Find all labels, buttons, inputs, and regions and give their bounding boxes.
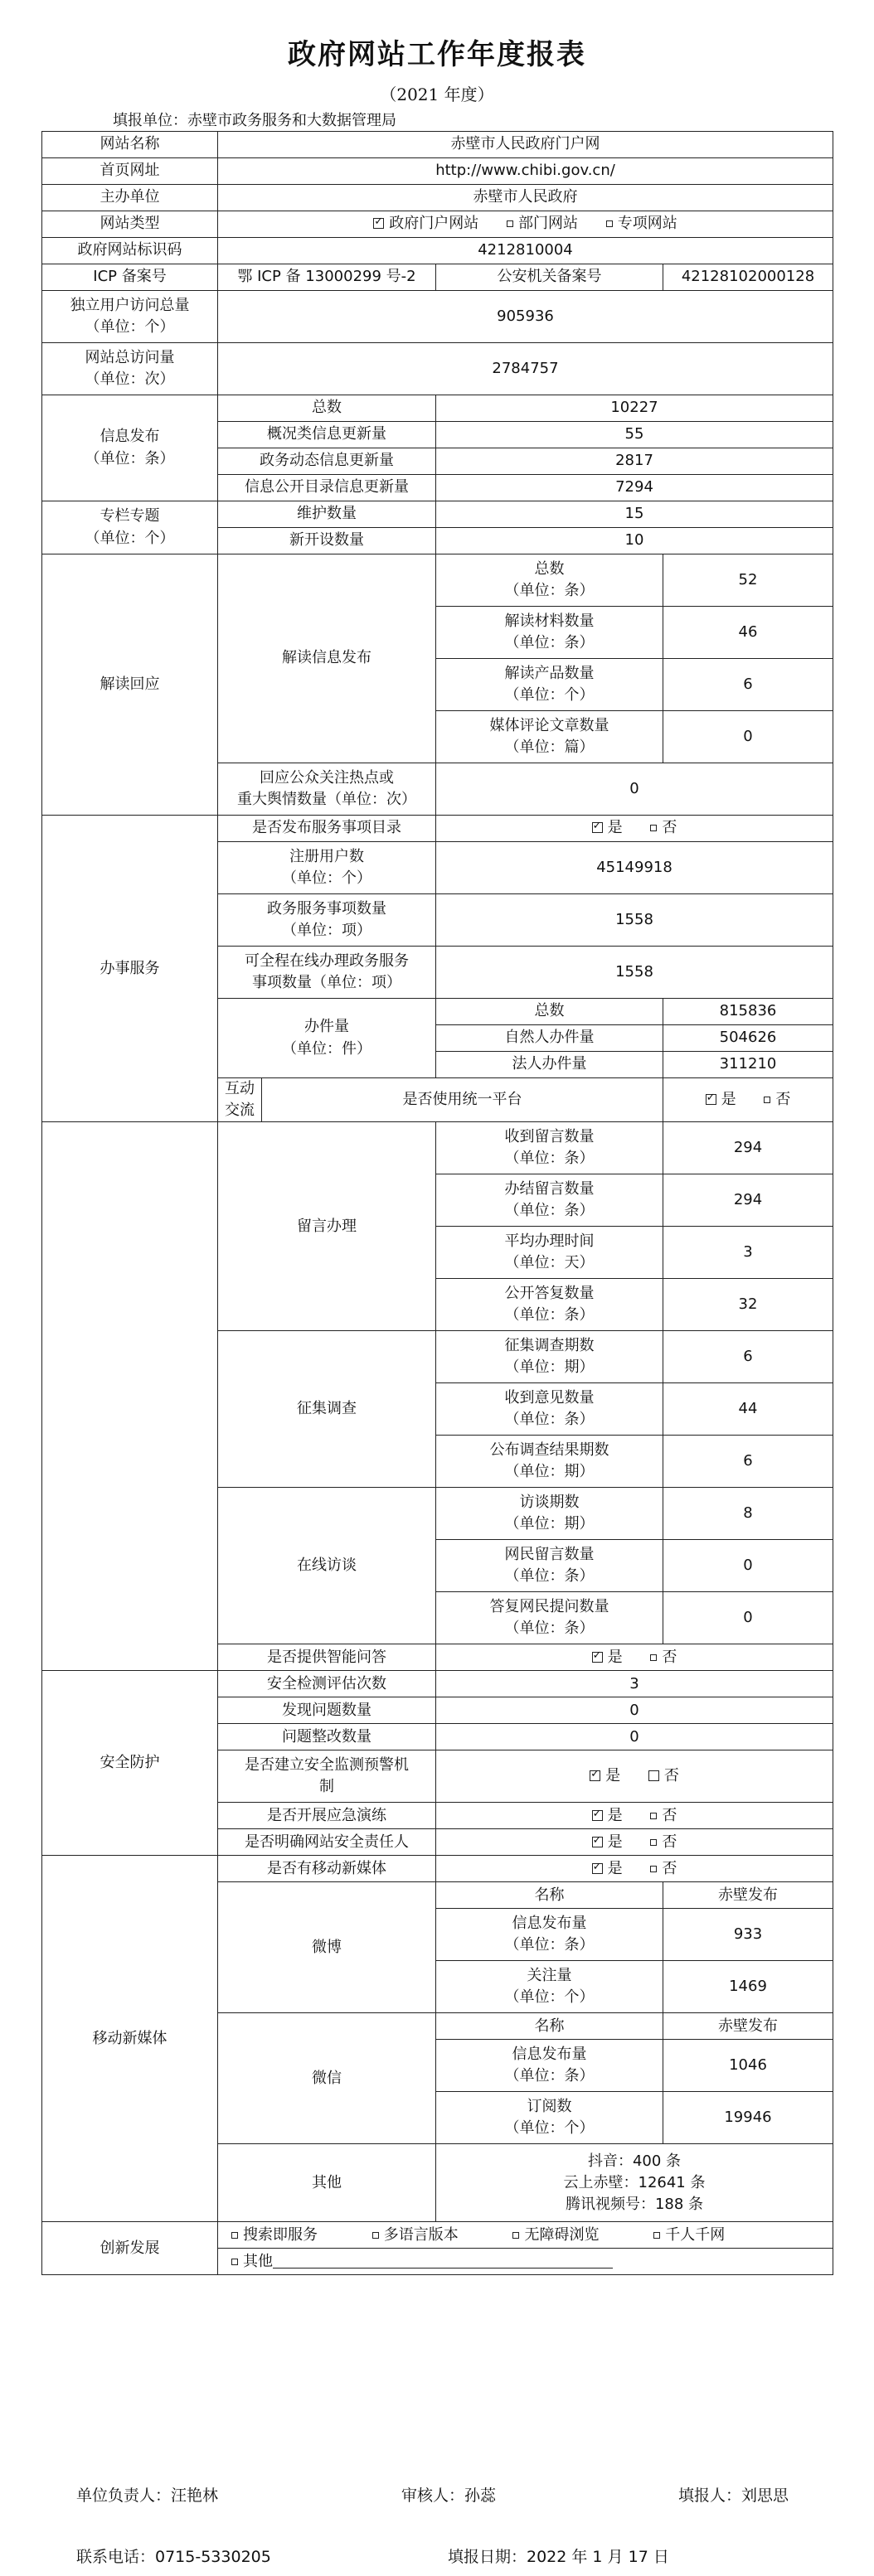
wechat-name-value: 赤壁发布 — [663, 2013, 833, 2040]
info-total-value: 10227 — [436, 395, 833, 422]
media-other-value: 抖音：400 条 云上赤壁：12641 条 腾讯视频号：188 条 — [436, 2144, 833, 2222]
site-type-options — [218, 211, 833, 238]
service-users-label: 注册用户数 （单位：个） — [218, 842, 436, 894]
interpret-total-label: 总数 （单位：条） — [436, 554, 663, 607]
footer-reviewer: 审核人：孙蕊 — [401, 2486, 497, 2505]
service-items-value: 1558 — [436, 894, 833, 947]
checkbox-empty-icon — [512, 2232, 519, 2239]
checkbox-empty-icon — [650, 1654, 657, 1661]
service-cases-legal-label: 法人办件量 — [436, 1052, 663, 1078]
interpret-material-value: 46 — [663, 607, 833, 659]
site-type-label: 网站类型 — [42, 211, 218, 238]
checkbox-checked-icon — [590, 1770, 600, 1781]
innovation-options: 搜索即服务 多语言版本 无障碍浏览 千人千网 — [218, 2222, 833, 2249]
row-uv — [42, 291, 833, 343]
checkbox-empty-icon — [648, 1770, 659, 1781]
column-label: 专栏专题 （单位：个） — [42, 501, 218, 554]
sponsor-value: 赤壁市人民政府 — [218, 185, 833, 211]
weibo-fans-value: 1469 — [663, 1961, 833, 2013]
interpret-material-label: 解读材料数量 （单位：条） — [436, 607, 663, 659]
msg-avg-label: 平均办理时间 （单位：天） — [436, 1227, 663, 1279]
checkbox-empty-icon — [764, 1097, 770, 1103]
checkbox-empty-icon — [650, 1839, 657, 1846]
interpret-total-value: 52 — [663, 554, 833, 607]
service-items-label: 政务服务事项数量 （单位：项） — [218, 894, 436, 947]
checkbox-checked-icon — [706, 1094, 716, 1105]
site-id-value: 4212810004 — [218, 238, 833, 264]
checkbox-empty-icon — [231, 2259, 238, 2265]
service-label: 办事服务 — [42, 816, 218, 1122]
checkbox-empty-icon — [650, 1813, 657, 1819]
survey-result-value: 6 — [663, 1436, 833, 1488]
police-label: 公安机关备案号 — [436, 264, 663, 291]
security-label: 安全防护 — [42, 1671, 218, 1856]
service-online-label: 可全程在线办理政务服务 事项数量（单位：项） — [218, 947, 436, 999]
row-site-type — [42, 211, 833, 238]
site-name-value: 赤壁市人民政府门户网 — [218, 132, 833, 158]
msg-done-label: 办结留言数量 （单位：条） — [436, 1174, 663, 1227]
security-drill-choice: ✓ 是 否 — [436, 1803, 833, 1829]
footer-date: 填报日期：2022 年 1 月 17 日 — [448, 2548, 669, 2566]
security-person-choice: ✓ 是 否 — [436, 1829, 833, 1856]
interpret-product-label: 解读产品数量 （单位：个） — [436, 659, 663, 711]
pv-label: 网站总访问量 （单位：次） — [42, 343, 218, 395]
info-disclosure-value: 7294 — [436, 475, 833, 501]
checkbox-checked-icon — [592, 1810, 603, 1821]
security-person-label: 是否明确网站安全责任人 — [218, 1829, 436, 1856]
weibo-name-value: 赤壁发布 — [663, 1882, 833, 1909]
service-cases-total-value: 815836 — [663, 999, 833, 1025]
checkbox-checked-icon — [373, 218, 384, 229]
row-sponsor — [42, 185, 833, 211]
uv-value: 905936 — [218, 291, 833, 343]
weibo-name-label: 名称 — [436, 1882, 663, 1909]
page-title: 政府网站工作年度报表 — [288, 38, 586, 71]
security-found-label: 发现问题数量 — [218, 1697, 436, 1724]
msg-done-value: 294 — [663, 1174, 833, 1227]
site-id-label: 政府网站标识码 — [42, 238, 218, 264]
security-drill-label: 是否开展应急演练 — [218, 1803, 436, 1829]
smart-qa-label: 是否提供智能问答 — [218, 1644, 436, 1671]
survey-count-value: 6 — [663, 1331, 833, 1383]
survey-opinion-value: 44 — [663, 1383, 833, 1436]
info-disclosure-label: 信息公开目录信息更新量 — [218, 475, 436, 501]
service-cases-label: 办件量 （单位：件） — [218, 999, 436, 1078]
checkbox-empty-icon — [653, 2232, 660, 2239]
service-online-value: 1558 — [436, 947, 833, 999]
interpret-media-value: 0 — [663, 711, 833, 763]
checkbox-empty-icon — [650, 825, 657, 831]
police-value: 42128102000128 — [663, 264, 833, 291]
wechat-subs-value: 19946 — [663, 2092, 833, 2144]
service-cases-person-value: 504626 — [663, 1025, 833, 1052]
weibo-posts-value: 933 — [663, 1909, 833, 1961]
security-eval-value: 3 — [436, 1671, 833, 1697]
column-maintain-value: 15 — [436, 501, 833, 528]
footer-leader: 单位负责人：汪艳林 — [76, 2486, 219, 2505]
interpret-respond-value: 0 — [436, 763, 833, 816]
site-name-label: 网站名称 — [42, 132, 218, 158]
interact-blank — [42, 1122, 218, 1671]
checkbox-empty-icon — [507, 220, 513, 227]
wechat-subs-label: 订阅数 （单位：个） — [436, 2092, 663, 2144]
wechat-name-label: 名称 — [436, 2013, 663, 2040]
service-cases-person-label: 自然人办件量 — [436, 1025, 663, 1052]
pv-value: 2784757 — [218, 343, 833, 395]
info-label: 信息发布 （单位：条） — [42, 395, 218, 501]
interview-label: 在线访谈 — [218, 1488, 436, 1644]
service-catalog-label: 是否发布服务事项目录 — [218, 816, 436, 842]
interview-count-label: 访谈期数 （单位：期） — [436, 1488, 663, 1540]
wechat-posts-value: 1046 — [663, 2040, 833, 2092]
security-found-value: 0 — [436, 1697, 833, 1724]
info-news-label: 政务动态信息更新量 — [218, 448, 436, 475]
security-fixed-value: 0 — [436, 1724, 833, 1750]
icp-label: ICP 备案号 — [42, 264, 218, 291]
row-site-id — [42, 238, 833, 264]
info-news-value: 2817 — [436, 448, 833, 475]
interview-count-value: 8 — [663, 1488, 833, 1540]
checkbox-empty-icon — [606, 220, 613, 227]
interpret-publish-label: 解读信息发布 — [218, 554, 436, 763]
checkbox-checked-icon — [592, 822, 603, 833]
footer-filler: 填报人：刘思思 — [678, 2486, 789, 2505]
row-site-name — [42, 132, 833, 158]
media-other-label: 其他 — [218, 2144, 436, 2222]
wechat-posts-label: 信息发布量 （单位：条） — [436, 2040, 663, 2092]
weibo-posts-label: 信息发布量 （单位：条） — [436, 1909, 663, 1961]
sponsor-label: 主办单位 — [42, 185, 218, 211]
report-table — [41, 131, 833, 2275]
smart-qa-choice: ✓ 是 否 — [436, 1644, 833, 1671]
weibo-fans-label: 关注量 （单位：个） — [436, 1961, 663, 2013]
interview-reply-value: 0 — [663, 1592, 833, 1644]
checkbox-empty-icon — [231, 2232, 238, 2239]
msg-public-value: 32 — [663, 1279, 833, 1331]
column-new-label: 新开设数量 — [218, 528, 436, 554]
wechat-label: 微信 — [218, 2013, 436, 2144]
interact-platform-choice: ✓ 是 否 — [663, 1078, 833, 1122]
row-pv — [42, 343, 833, 395]
msg-public-label: 公开答复数量 （单位：条） — [436, 1279, 663, 1331]
checkbox-empty-icon — [650, 1866, 657, 1872]
other-underline — [273, 2253, 613, 2269]
security-eval-label: 安全检测评估次数 — [218, 1671, 436, 1697]
msg-recv-value: 294 — [663, 1122, 833, 1174]
interpret-label: 解读回应 — [42, 554, 218, 816]
weibo-label: 微博 — [218, 1882, 436, 2013]
interpret-media-label: 媒体评论文章数量 （单位：篇） — [436, 711, 663, 763]
row-icp — [42, 264, 833, 291]
interpret-respond-label: 回应公众关注热点或 重大舆情数量（单位：次） — [218, 763, 436, 816]
innovation-other: 其他 — [218, 2249, 833, 2275]
type-option: 专项网站 — [617, 215, 677, 233]
survey-opinion-label: 收到意见数量 （单位：条） — [436, 1383, 663, 1436]
filling-unit: 填报单位：赤壁市政务服务和大数据管理局 — [113, 112, 396, 129]
interview-reply-label: 答复网民提问数量 （单位：条） — [436, 1592, 663, 1644]
security-warn-label: 是否建立安全监测预警机 制 — [218, 1750, 436, 1803]
checkbox-checked-icon — [592, 1863, 603, 1874]
service-users-value: 45149918 — [436, 842, 833, 894]
media-has-label: 是否有移动新媒体 — [218, 1856, 436, 1882]
msg-avg-value: 3 — [663, 1227, 833, 1279]
icp-value: 鄂 ICP 备 13000299 号-2 — [218, 264, 436, 291]
home-url-link[interactable]: http://www.chibi.gov.cn/ — [218, 158, 833, 185]
info-total-label: 总数 — [218, 395, 436, 422]
service-cases-legal-value: 311210 — [663, 1052, 833, 1078]
interact-label: 互动交流 — [218, 1078, 262, 1122]
column-new-value: 10 — [436, 528, 833, 554]
survey-label: 征集调查 — [218, 1331, 436, 1488]
footer-phone: 联系电话：0715-5330205 — [76, 2548, 271, 2566]
info-overview-label: 概况类信息更新量 — [218, 422, 436, 448]
interview-msg-label: 网民留言数量 （单位：条） — [436, 1540, 663, 1592]
innovation-label: 创新发展 — [42, 2222, 218, 2275]
report-year: （2021 年度） — [380, 85, 494, 104]
msg-recv-label: 收到留言数量 （单位：条） — [436, 1122, 663, 1174]
msg-label: 留言办理 — [218, 1122, 436, 1331]
survey-result-label: 公布调查结果期数 （单位：期） — [436, 1436, 663, 1488]
info-overview-value: 55 — [436, 422, 833, 448]
row-home-url — [42, 158, 833, 185]
home-url-label: 首页网址 — [42, 158, 218, 185]
service-catalog-choice: ✓ 是 否 — [436, 816, 833, 842]
type-option: 部门网站 — [518, 215, 578, 233]
security-warn-choice: ✓是 否 — [436, 1750, 833, 1803]
type-option: 政府门户网站 — [389, 215, 479, 233]
checkbox-checked-icon — [592, 1837, 603, 1847]
checkbox-checked-icon — [592, 1652, 603, 1663]
checkbox-empty-icon — [372, 2232, 379, 2239]
service-cases-total-label: 总数 — [436, 999, 663, 1025]
survey-count-label: 征集调查期数 （单位：期） — [436, 1331, 663, 1383]
security-fixed-label: 问题整改数量 — [218, 1724, 436, 1750]
media-label: 移动新媒体 — [42, 1856, 218, 2222]
uv-label: 独立用户访问总量 （单位：个） — [42, 291, 218, 343]
interact-platform-label: 是否使用统一平台 — [262, 1078, 663, 1122]
interpret-product-value: 6 — [663, 659, 833, 711]
interview-msg-value: 0 — [663, 1540, 833, 1592]
media-has-choice: ✓ 是 否 — [436, 1856, 833, 1882]
column-maintain-label: 维护数量 — [218, 501, 436, 528]
